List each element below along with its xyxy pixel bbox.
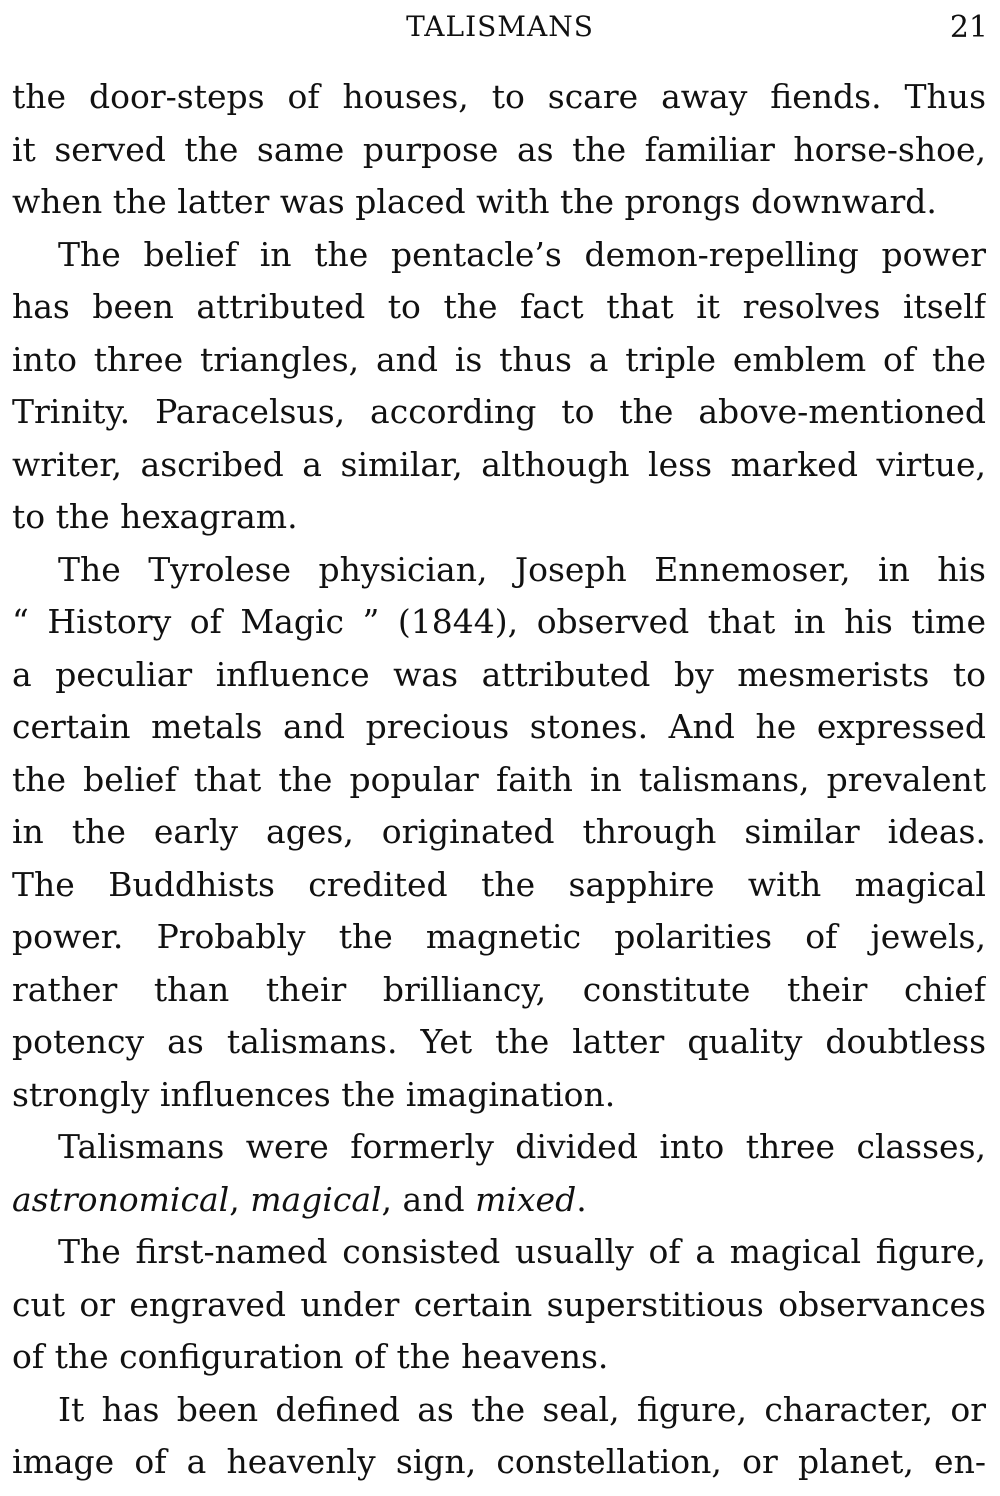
class-name: magical [250, 1179, 382, 1219]
text-line: to the hexagram. [12, 497, 298, 536]
text-line: rather than their brilliancy, constitute their chief [12, 969, 986, 1009]
text-line: Trinity. Paracelsus, according to the above-mentioned [12, 392, 986, 431]
text-line: power. Probably the magnetic polarities of jewels, [12, 917, 986, 956]
running-title: TALISMANS [406, 10, 594, 43]
paragraph [12, 1384, 986, 1489]
text-line: writer, ascribed a similar, although less marked virtue, [12, 444, 986, 484]
text-line: a peculiar influence was attributed by mesmerists to [12, 654, 986, 694]
text-line: in the early ages, originated through similar ideas. [12, 812, 986, 851]
running-head [12, 8, 988, 48]
text-line: The Tyrolese physician, Joseph Ennemoser, in his [58, 549, 986, 589]
paragraph [12, 71, 986, 229]
text-line: potency as talismans. Yet the latter quality doubtless [12, 1022, 986, 1061]
separator: . [576, 1179, 587, 1219]
separator: , and [381, 1179, 476, 1219]
text-line: It has been defined as the seal, figure, character, or [58, 1389, 986, 1429]
body-text [12, 71, 986, 1489]
separator: , [229, 1179, 251, 1219]
text-line: Talismans were formerly divided into three classes, [58, 1127, 986, 1166]
paragraph [12, 229, 986, 544]
paragraph [12, 544, 986, 1122]
text-line: it served the same purpose as the familiar horse-shoe, [12, 129, 986, 169]
text-line: cut or engraved under certain superstitious observances [12, 1284, 986, 1324]
text-line: the door-steps of houses, to scare away fiends. Thus [12, 77, 986, 116]
text-line: of the configuration of the heavens. [12, 1337, 609, 1376]
text-line: into three triangles, and is thus a triple emblem of the [12, 339, 986, 379]
text-line: The first-named consisted usually of a magical figure, [58, 1232, 986, 1271]
classes-line [12, 1174, 986, 1227]
text-line: the belief that the popular faith in talismans, prevalent [12, 759, 986, 799]
page-number: 21 [949, 10, 988, 45]
paragraph [12, 1226, 986, 1384]
text-line: certain metals and precious stones. And he expressed [12, 707, 986, 746]
text-line: image of a heavenly sign, constellation, or planet, en- [12, 1442, 986, 1481]
text-line: “ History of Magic ” (1844), observed that in his time [12, 602, 986, 641]
text-line: The belief in the pentacle’s demon-repelling power [58, 234, 986, 274]
paragraph [12, 1121, 986, 1226]
class-name: astronomical [12, 1179, 230, 1219]
text-line: has been attributed to the fact that it resolves itself [12, 287, 986, 326]
text-line: strongly influences the imagination. [12, 1074, 616, 1114]
class-name: mixed [475, 1179, 577, 1219]
text-line: when the latter was placed with the prongs downward. [12, 182, 937, 221]
text-line: The Buddhists credited the sapphire with magical [12, 864, 986, 904]
